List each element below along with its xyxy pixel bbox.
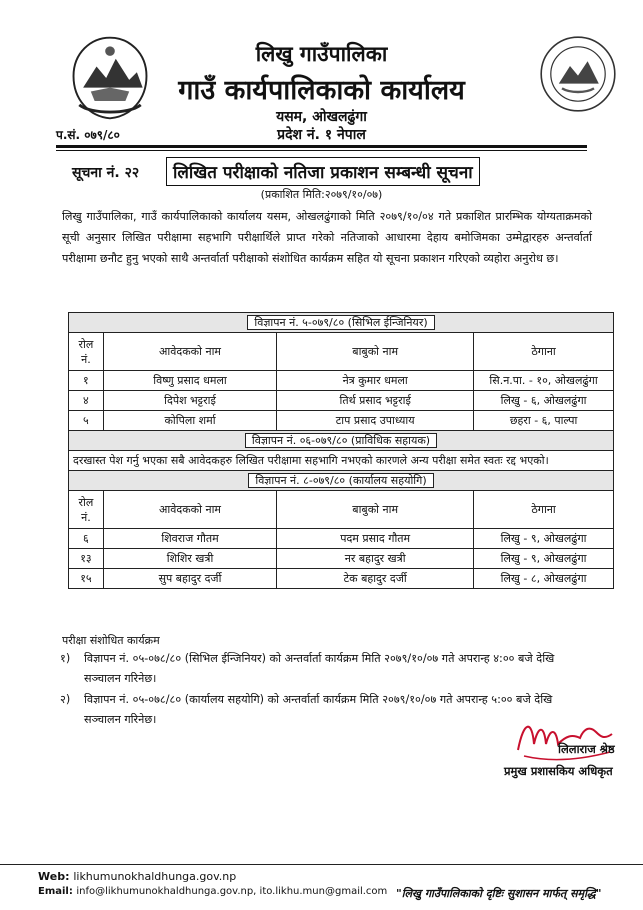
handwritten-signature-icon (510, 710, 620, 770)
table-header-row (69, 491, 614, 529)
cell-father: नेत्र कुमार धमला (277, 371, 474, 391)
cell-address: सि.न.पा. - १०, ओखलढुंगा (474, 371, 614, 391)
header-divider-thin (56, 150, 587, 151)
cell-address: लिखु - ९, ओखलढुंगा (474, 529, 614, 549)
header-divider (56, 145, 587, 148)
header-office: गाउँ कार्यपालिकाको कार्यालय (178, 75, 465, 106)
cell-name: कोपिला शर्मा (103, 411, 276, 431)
advertisement-title: विज्ञापन नं. ८-०७९/८० (कार्यालय सहयोगि) (248, 473, 433, 488)
cell-name: सुप बहादुर दर्जी (103, 569, 276, 589)
advertisement-heading (69, 313, 614, 333)
published-date: (प्रकाशित मिति:२०७९/१०/०७) (260, 188, 383, 201)
reference-number: प.सं. ०७९/८० (56, 128, 120, 142)
notice-title: लिखित परीक्षाको नतिजा प्रकाशन सम्बन्धी सूचना (166, 157, 480, 186)
schedule-item-text: विज्ञापन नं. ०५-०७८/८० (कार्यालय सहयोगि) को अन्तर्वार्ता कार्यक्रम मिति २०७९/१०/०७ गते अपरान्ह ५:०० बजे देखि सञ्चालन गरिनेछ। (84, 693, 553, 726)
cell-address: छहरा - ६, पाल्पा (474, 411, 614, 431)
cell-name: दिपेश भट्टराई (103, 391, 276, 411)
email-link[interactable]: info@likhumunokhaldhunga.gov.np, ito.likhu.mun@gmail.com (76, 886, 388, 897)
email-label: Email: (38, 886, 73, 897)
schedule-item (62, 649, 592, 689)
header-name: आवेदकको नाम (103, 333, 276, 371)
schedule-item-number: १) (60, 652, 71, 665)
header-name: आवेदकको नाम (103, 491, 276, 529)
schedule-title: परीक्षा संशोधित कार्यक्रम (62, 634, 160, 647)
cell-roll: ५ (69, 411, 104, 431)
web-link[interactable]: likhumunokhaldhunga.gov.np (73, 870, 237, 883)
cell-name: शिवराज गौतम (103, 529, 276, 549)
cell-roll: ४ (69, 391, 104, 411)
cell-roll: ६ (69, 529, 104, 549)
cell-roll: १३ (69, 549, 104, 569)
cell-name: विष्णु प्रसाद धमला (103, 371, 276, 391)
advertisement-heading (69, 471, 614, 491)
header-father: बाबुको नाम (277, 491, 474, 529)
cell-name: शिशिर खत्री (103, 549, 276, 569)
header-municipality: लिखु गाउँपालिका (255, 42, 388, 66)
table-row (69, 569, 614, 589)
footer-email (38, 886, 387, 897)
header-address: ठेगाना (474, 333, 614, 371)
cell-father: नर बहादुर खत्री (277, 549, 474, 569)
header-father: बाबुको नाम (277, 333, 474, 371)
header-roll: रोल नं. (69, 491, 104, 529)
notice-number: सूचना नं. २२ (72, 165, 140, 181)
cell-father: टाप प्रसाद उपाध्याय (277, 411, 474, 431)
cell-address: लिखु - ८, ओखलढुंगा (474, 569, 614, 589)
schedule-item-number: २) (60, 693, 71, 706)
cell-address: लिखु - ९, ओखलढुंगा (474, 549, 614, 569)
header-province: प्रदेश नं. १ नेपाल (277, 127, 366, 143)
cancellation-note: दरखास्त पेश गर्नु भएका सबै आवेदकहरु लिखित परीक्षामा सहभागि नभएको कारणले अन्य परीक्षा समेत स्वतः रद्द भएको। (69, 451, 614, 471)
header-roll: रोल नं. (69, 333, 104, 371)
header-location: यसम, ओखलढुंगा (276, 109, 367, 125)
cell-roll: १ (69, 371, 104, 391)
footer-divider (0, 864, 643, 865)
web-label: Web: (38, 870, 70, 883)
signatory-name: लिलाराज श्रेष्ठ (558, 742, 615, 756)
schedule-item-text: विज्ञापन नं. ०५-०७८/८० (सिभिल ईन्जिनियर) को अन्तर्वार्ता कार्यक्रम मिति २०७९/१०/०७ गते अपरान्ह ४:०० बजे देखि सञ्चालन गरिनेछ। (84, 652, 555, 685)
notice-body: लिखु गाउँपालिका, गाउँ कार्यपालिकाको कार्यालय यसम, ओखलढुंगाको मिति २०७९/१०/०४ गते प्रकाशित प्रारम्भिक योग्यताक्रमको सूची अनुसार लिखित परीक्षामा सहभागि परीक्षार्थिले प्राप्त गरेको नतिजाको आधारमा देहाय बमोजिमका उम्मेद्वारहरु अन्तर्वार्ता परीक्षामा छनौट हुनु भएको साथै अन्तर्वार्ता परीक्षाको संशोधित कार्यक्रम सहित यो सूचना प्रकाशन गरिएको व्यहोरा अनुरोध छ। (62, 210, 592, 265)
table-row (69, 529, 614, 549)
table-row (69, 371, 614, 391)
table-row (69, 391, 614, 411)
table-row (69, 549, 614, 569)
advertisement-title: विज्ञापन नं. ५-०७९/८० (सिभिल ईन्जिनियर) (247, 315, 434, 330)
advertisement-heading (69, 431, 614, 451)
footer-motto: "लिखु गाउँपालिकाको दृष्टिः सुशासन मार्फत् समृद्धि" (396, 887, 602, 900)
header-address: ठेगाना (474, 491, 614, 529)
municipality-seal-icon (538, 34, 618, 114)
cell-roll: १५ (69, 569, 104, 589)
cell-father: तिर्थ प्रसाद भट्टराई (277, 391, 474, 411)
advertisement-title: विज्ञापन नं. ०६-०७९/८० (प्राविधिक सहायक) (245, 433, 437, 448)
cell-address: लिखु - ६, ओखलढुंगा (474, 391, 614, 411)
cell-father: टेक बहादुर दर्जी (277, 569, 474, 589)
cell-father: पदम प्रसाद गौतम (277, 529, 474, 549)
table-header-row (69, 333, 614, 371)
signatory-title: प्रमुख प्रशासकिय अधिकृत (504, 764, 613, 778)
cancellation-note-row (69, 451, 614, 471)
results-table (68, 312, 614, 589)
table-row (69, 411, 614, 431)
footer-web (38, 870, 236, 883)
